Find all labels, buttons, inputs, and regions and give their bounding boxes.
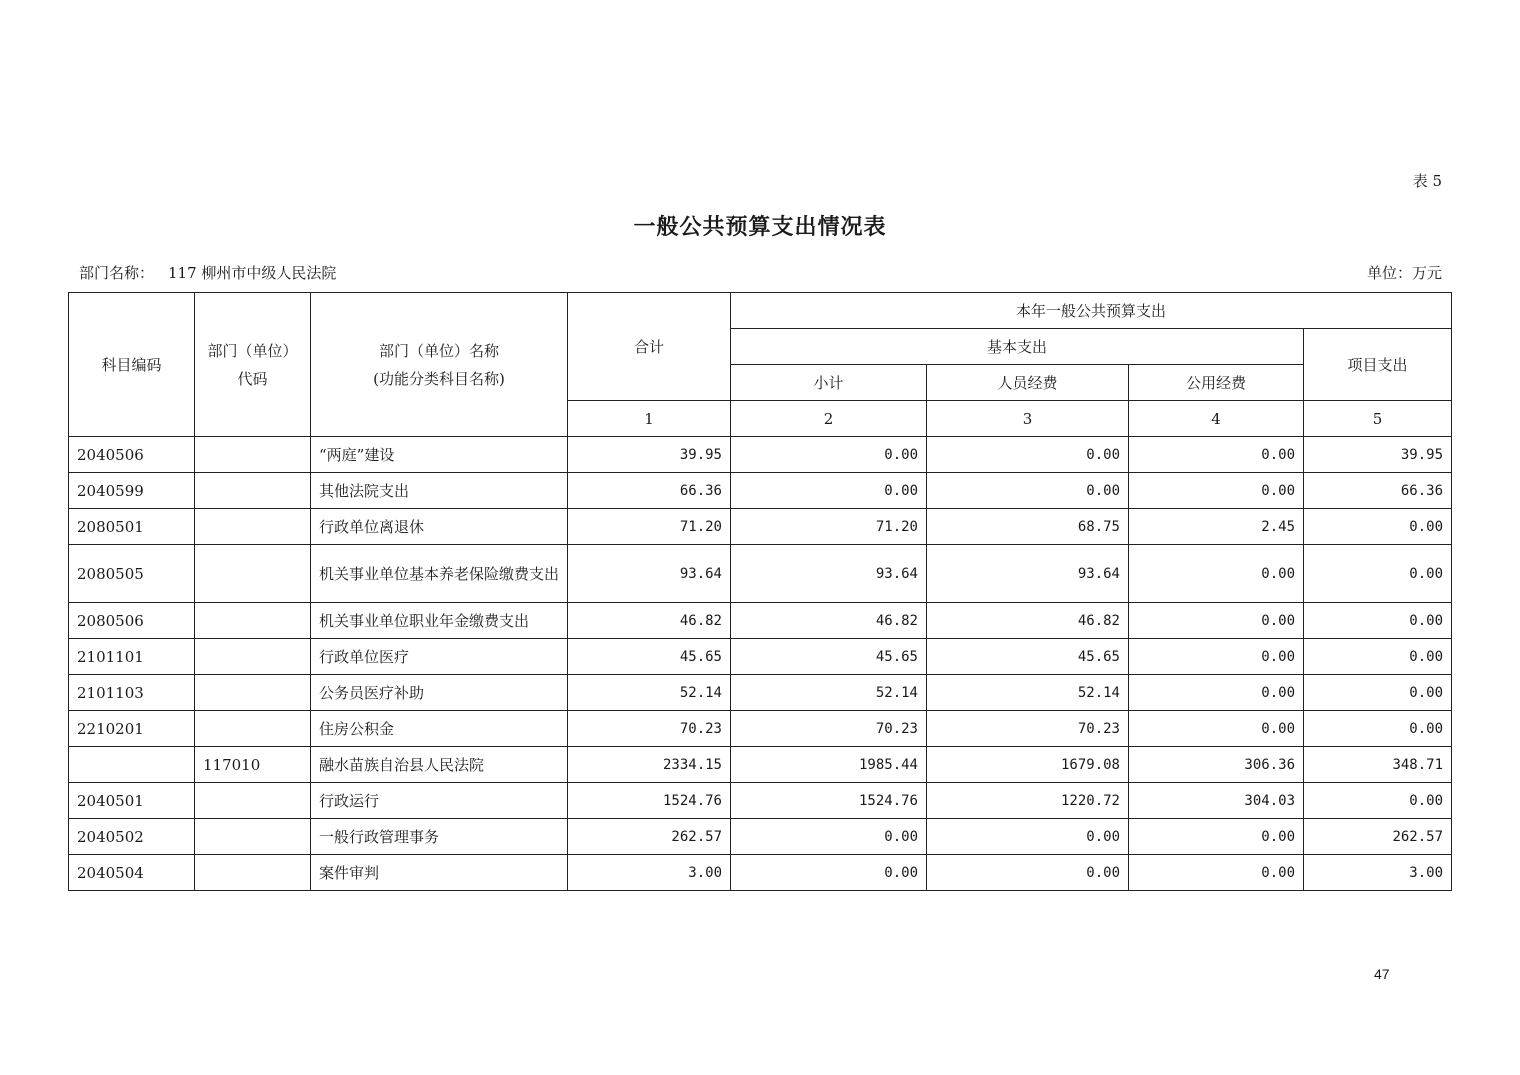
header-col-5: 5 bbox=[1304, 401, 1452, 437]
header-dept-code-line1: 部门（单位） bbox=[207, 341, 298, 360]
dept-name-cell: 机关事业单位基本养老保险缴费支出 bbox=[311, 545, 568, 603]
dept-code-cell bbox=[195, 509, 311, 545]
table-row bbox=[69, 783, 1452, 819]
dept-code-cell bbox=[195, 545, 311, 603]
dept-code-cell bbox=[195, 603, 311, 639]
subtotal-cell: 93.64 bbox=[731, 545, 927, 603]
table-row bbox=[69, 747, 1452, 783]
department-info bbox=[79, 262, 336, 283]
budget-table bbox=[68, 292, 1452, 891]
subtotal-cell: 46.82 bbox=[731, 603, 927, 639]
dept-code-cell bbox=[195, 675, 311, 711]
dept-name-cell: 一般行政管理事务 bbox=[311, 819, 568, 855]
table-row bbox=[69, 675, 1452, 711]
dept-name-cell: 机关事业单位职业年金缴费支出 bbox=[311, 603, 568, 639]
personnel-cell: 1679.08 bbox=[927, 747, 1129, 783]
total-cell: 45.65 bbox=[568, 639, 731, 675]
project-cell: 0.00 bbox=[1304, 675, 1452, 711]
dept-name-cell: 行政单位医疗 bbox=[311, 639, 568, 675]
personnel-cell: 68.75 bbox=[927, 509, 1129, 545]
personnel-cell: 70.23 bbox=[927, 711, 1129, 747]
personnel-cell: 0.00 bbox=[927, 819, 1129, 855]
personnel-cell: 93.64 bbox=[927, 545, 1129, 603]
public-cell: 0.00 bbox=[1129, 711, 1304, 747]
project-cell: 0.00 bbox=[1304, 509, 1452, 545]
subtotal-cell: 0.00 bbox=[731, 819, 927, 855]
subtotal-cell: 52.14 bbox=[731, 675, 927, 711]
project-cell: 348.71 bbox=[1304, 747, 1452, 783]
subject-code-cell: 2040506 bbox=[69, 437, 195, 473]
header-col-1: 1 bbox=[568, 401, 731, 437]
dept-name-cell: “两庭”建设 bbox=[311, 437, 568, 473]
project-cell: 66.36 bbox=[1304, 473, 1452, 509]
dept-code-cell: 117010 bbox=[195, 747, 311, 783]
dept-name-cell: 案件审判 bbox=[311, 855, 568, 891]
dept-code-cell bbox=[195, 437, 311, 473]
dept-code-cell bbox=[195, 711, 311, 747]
total-cell: 66.36 bbox=[568, 473, 731, 509]
project-cell: 0.00 bbox=[1304, 783, 1452, 819]
total-cell: 52.14 bbox=[568, 675, 731, 711]
table-row bbox=[69, 603, 1452, 639]
public-cell: 0.00 bbox=[1129, 819, 1304, 855]
project-cell: 262.57 bbox=[1304, 819, 1452, 855]
dept-name-cell: 融水苗族自治县人民法院 bbox=[311, 747, 568, 783]
subtotal-cell: 0.00 bbox=[731, 473, 927, 509]
subtotal-cell: 45.65 bbox=[731, 639, 927, 675]
project-cell: 0.00 bbox=[1304, 603, 1452, 639]
header-subtotal: 小计 bbox=[731, 365, 927, 401]
subject-code-cell: 2080501 bbox=[69, 509, 195, 545]
dept-name-cell: 行政单位离退休 bbox=[311, 509, 568, 545]
header-col-2: 2 bbox=[731, 401, 927, 437]
header-total: 合计 bbox=[568, 293, 731, 401]
dept-code-cell bbox=[195, 473, 311, 509]
project-cell: 39.95 bbox=[1304, 437, 1452, 473]
total-cell: 2334.15 bbox=[568, 747, 731, 783]
table-row bbox=[69, 545, 1452, 603]
header-dept-code bbox=[195, 293, 311, 437]
header-personnel: 人员经费 bbox=[927, 365, 1129, 401]
personnel-cell: 0.00 bbox=[927, 855, 1129, 891]
total-cell: 46.82 bbox=[568, 603, 731, 639]
public-cell: 0.00 bbox=[1129, 855, 1304, 891]
public-cell: 304.03 bbox=[1129, 783, 1304, 819]
subject-code-cell: 2040502 bbox=[69, 819, 195, 855]
subtotal-cell: 1985.44 bbox=[731, 747, 927, 783]
subject-code-cell: 2040501 bbox=[69, 783, 195, 819]
public-cell: 0.00 bbox=[1129, 639, 1304, 675]
header-project: 项目支出 bbox=[1304, 329, 1452, 401]
header-dept-name bbox=[311, 293, 568, 437]
unit-label: 单位：万元 bbox=[1366, 264, 1442, 282]
project-cell: 3.00 bbox=[1304, 855, 1452, 891]
table-header bbox=[69, 293, 1452, 437]
project-cell: 0.00 bbox=[1304, 639, 1452, 675]
subject-code-cell: 2101103 bbox=[69, 675, 195, 711]
subject-code-cell: 2040504 bbox=[69, 855, 195, 891]
personnel-cell: 46.82 bbox=[927, 603, 1129, 639]
table-row bbox=[69, 855, 1452, 891]
subject-code-cell: 2210201 bbox=[69, 711, 195, 747]
total-cell: 93.64 bbox=[568, 545, 731, 603]
public-cell: 0.00 bbox=[1129, 675, 1304, 711]
dept-code-cell bbox=[195, 639, 311, 675]
project-cell: 0.00 bbox=[1304, 711, 1452, 747]
total-cell: 70.23 bbox=[568, 711, 731, 747]
table-row bbox=[69, 819, 1452, 855]
dept-code-cell bbox=[195, 855, 311, 891]
project-cell: 0.00 bbox=[1304, 545, 1452, 603]
department-label: 部门名称： bbox=[79, 264, 155, 282]
header-subject-code: 科目编码 bbox=[69, 293, 195, 437]
table-row bbox=[69, 473, 1452, 509]
subject-code-cell bbox=[69, 747, 195, 783]
total-cell: 1524.76 bbox=[568, 783, 731, 819]
subject-code-cell: 2040599 bbox=[69, 473, 195, 509]
header-col-4: 4 bbox=[1129, 401, 1304, 437]
public-cell: 2.45 bbox=[1129, 509, 1304, 545]
public-cell: 0.00 bbox=[1129, 603, 1304, 639]
dept-name-cell: 住房公积金 bbox=[311, 711, 568, 747]
total-cell: 3.00 bbox=[568, 855, 731, 891]
subject-code-cell: 2101101 bbox=[69, 639, 195, 675]
subject-code-cell: 2080505 bbox=[69, 545, 195, 603]
subtotal-cell: 0.00 bbox=[731, 855, 927, 891]
header-col-3: 3 bbox=[927, 401, 1129, 437]
table-row bbox=[69, 639, 1452, 675]
table-body bbox=[69, 437, 1452, 891]
personnel-cell: 0.00 bbox=[927, 437, 1129, 473]
personnel-cell: 1220.72 bbox=[927, 783, 1129, 819]
subtotal-cell: 71.20 bbox=[731, 509, 927, 545]
table-row bbox=[69, 711, 1452, 747]
public-cell: 0.00 bbox=[1129, 437, 1304, 473]
dept-code-cell bbox=[195, 783, 311, 819]
header-basic: 基本支出 bbox=[731, 329, 1304, 365]
subject-code-cell: 2080506 bbox=[69, 603, 195, 639]
subtotal-cell: 1524.76 bbox=[731, 783, 927, 819]
dept-code-cell bbox=[195, 819, 311, 855]
public-cell: 306.36 bbox=[1129, 747, 1304, 783]
personnel-cell: 0.00 bbox=[927, 473, 1129, 509]
personnel-cell: 45.65 bbox=[927, 639, 1129, 675]
subtotal-cell: 0.00 bbox=[731, 437, 927, 473]
table-row bbox=[69, 509, 1452, 545]
page-title: 一般公共预算支出情况表 bbox=[633, 214, 887, 240]
header-dept-name-line2: (功能分类科目名称) bbox=[373, 369, 505, 388]
subtotal-cell: 70.23 bbox=[731, 711, 927, 747]
table-row bbox=[69, 437, 1452, 473]
total-cell: 262.57 bbox=[568, 819, 731, 855]
dept-name-cell: 行政运行 bbox=[311, 783, 568, 819]
total-cell: 71.20 bbox=[568, 509, 731, 545]
department-name: 117 柳州市中级人民法院 bbox=[168, 264, 337, 282]
personnel-cell: 52.14 bbox=[927, 675, 1129, 711]
table-number-label: 表 5 bbox=[1412, 172, 1442, 190]
public-cell: 0.00 bbox=[1129, 473, 1304, 509]
header-public: 公用经费 bbox=[1129, 365, 1304, 401]
public-cell: 0.00 bbox=[1129, 545, 1304, 603]
page-number: 47 bbox=[1374, 966, 1390, 982]
header-group-title: 本年一般公共预算支出 bbox=[731, 293, 1452, 329]
dept-name-cell: 其他法院支出 bbox=[311, 473, 568, 509]
dept-name-cell: 公务员医疗补助 bbox=[311, 675, 568, 711]
header-dept-name-line1: 部门（单位）名称 bbox=[378, 341, 499, 360]
total-cell: 39.95 bbox=[568, 437, 731, 473]
header-dept-code-line2: 代码 bbox=[237, 369, 268, 388]
